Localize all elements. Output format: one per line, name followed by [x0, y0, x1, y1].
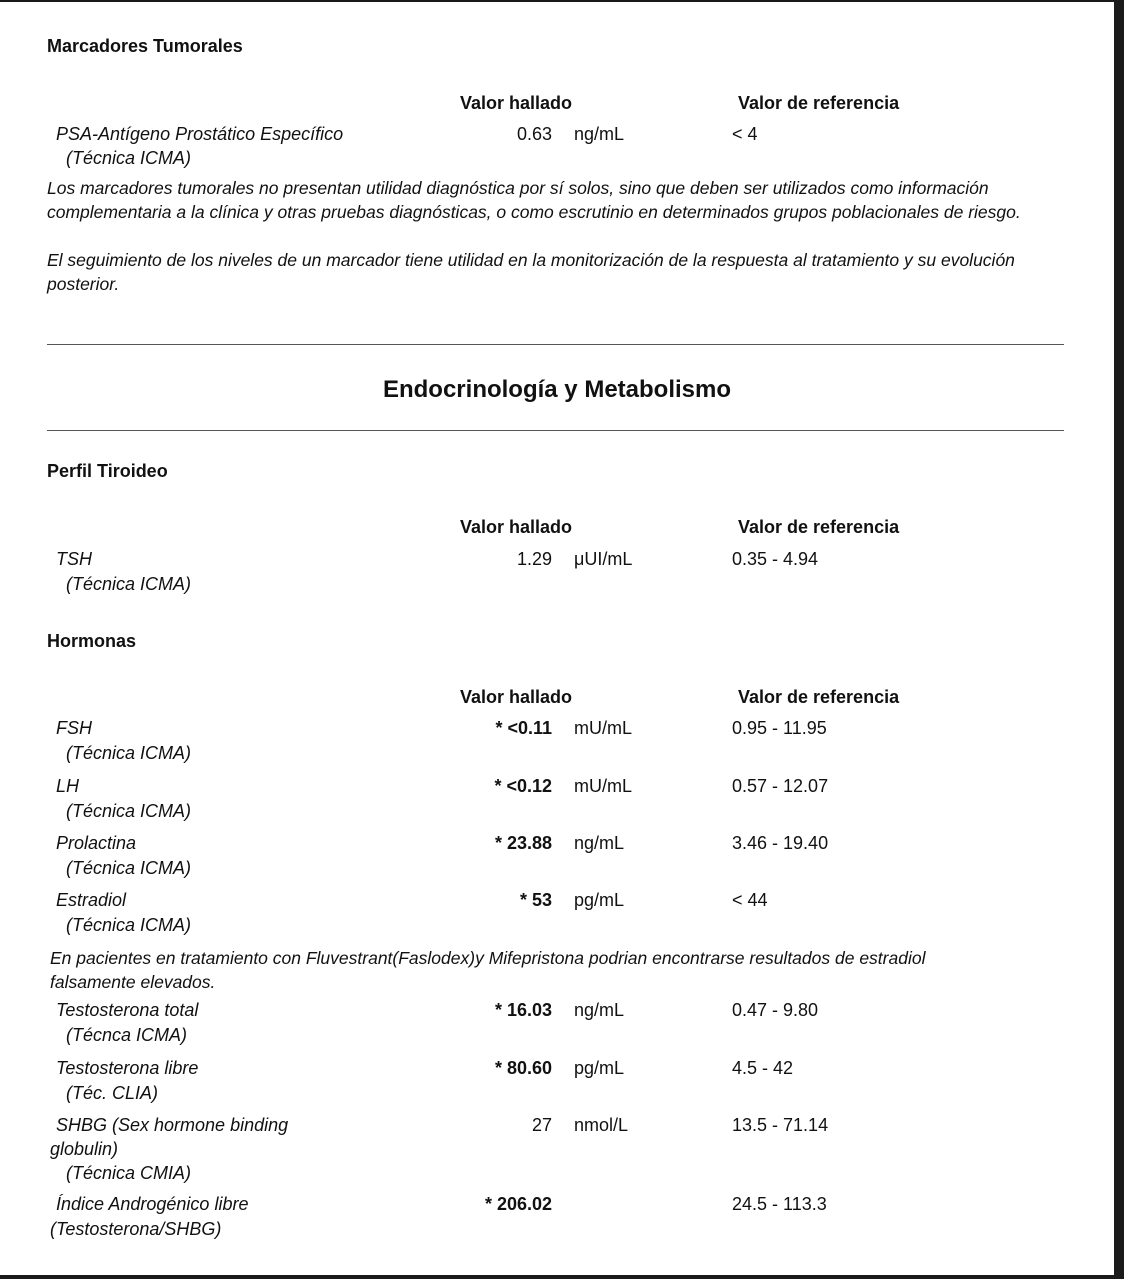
test-ref-lh: 0.57 - 12.07: [732, 776, 829, 796]
test-name-testosterone-free: Testosterona libre: [56, 1058, 199, 1078]
test-name-fsh: FSH: [56, 718, 92, 738]
test-name-psa: PSA-Antígeno Prostático Específico: [56, 124, 344, 144]
test-technique-prolactin: (Técnica ICMA): [66, 858, 192, 878]
test-value-testosterone-total: * 16.03: [494, 1000, 552, 1020]
divider-top: [47, 344, 1064, 345]
col-header-reference: Valor de referencia: [738, 517, 900, 537]
test-technique-fsh: (Técnica ICMA): [66, 743, 192, 763]
test-value-fsh: * <0.11: [495, 718, 552, 738]
test-value-psa: 0.63: [516, 124, 552, 144]
test-value-fai: * 206.02: [484, 1194, 552, 1214]
test-unit-testosterone-free: pg/mL: [574, 1058, 625, 1078]
test-ref-prolactin: 3.46 - 19.40: [732, 833, 829, 853]
test-unit-estradiol: pg/mL: [574, 890, 625, 910]
test-ref-shbg: 13.5 - 71.14: [732, 1115, 829, 1135]
test-technique-shbg: (Técnica CMIA): [66, 1163, 192, 1183]
test-ref-estradiol: < 44: [732, 890, 768, 910]
test-unit-testosterone-total: ng/mL: [574, 1000, 625, 1020]
test-name-testosterone-total: Testosterona total: [56, 1000, 199, 1020]
test-name-fai: Índice Androgénico libre: [56, 1194, 249, 1214]
test-unit-fsh: mU/mL: [574, 718, 632, 738]
test-name-lh: LH: [56, 776, 80, 796]
test-value-estradiol: * 53: [519, 890, 552, 910]
lab-report-page: [0, 2, 1114, 1275]
test-ref-testosterone-free: 4.5 - 42: [732, 1058, 794, 1078]
col-header-value: Valor hallado: [460, 93, 573, 113]
divider-bottom: [47, 430, 1064, 431]
test-technique-tsh: (Técnica ICMA): [66, 574, 192, 594]
test-value-lh: * <0.12: [494, 776, 552, 796]
tumor-note-1: Los marcadores tumorales no presentan utilidad diagnóstica por sí solos, sino que deben ser utilizados como información complementaria a la clínica y otras pruebas diagnósticas, o como escrutinio en determinados grupos poblacionales de riesgo.: [47, 178, 1021, 222]
test-unit-prolactin: ng/mL: [574, 833, 625, 853]
test-ref-tsh: 0.35 - 4.94: [732, 549, 819, 569]
test-unit-lh: mU/mL: [574, 776, 632, 796]
col-header-value: Valor hallado: [460, 687, 573, 707]
test-unit-psa: ng/mL: [574, 124, 625, 144]
test-name-shbg: SHBG (Sex hormone binding: [56, 1115, 289, 1135]
test-ref-fai: 24.5 - 113.3: [732, 1194, 827, 1214]
test-ref-testosterone-total: 0.47 - 9.80: [732, 1000, 819, 1020]
test-ref-psa: < 4: [732, 124, 758, 144]
test-technique-fai: (Testosterona/SHBG): [50, 1219, 222, 1239]
test-technique-testosterone-total: (Técnca ICMA): [66, 1025, 188, 1045]
test-value-tsh: 1.29: [516, 549, 552, 569]
test-value-prolactin: * 23.88: [494, 833, 552, 853]
section-title-thyroid: Perfil Tiroideo: [47, 461, 168, 481]
col-header-reference: Valor de referencia: [738, 687, 900, 707]
col-header-value: Valor hallado: [460, 517, 573, 537]
test-unit-shbg: nmol/L: [574, 1115, 629, 1135]
test-name-tsh: TSH: [56, 549, 92, 569]
test-technique-psa: (Técnica ICMA): [66, 148, 192, 168]
test-ref-fsh: 0.95 - 11.95: [732, 718, 827, 738]
col-header-reference: Valor de referencia: [738, 93, 900, 113]
test-technique-testosterone-free: (Téc. CLIA): [66, 1083, 159, 1103]
test-name-prolactin: Prolactina: [56, 833, 137, 853]
test-value-shbg: 27: [531, 1115, 552, 1135]
section-title-tumor-markers: Marcadores Tumorales: [47, 36, 243, 56]
test-technique-lh: (Técnica ICMA): [66, 801, 192, 821]
test-value-testosterone-free: * 80.60: [494, 1058, 552, 1078]
test-technique-estradiol: (Técnica ICMA): [66, 915, 192, 935]
tumor-note-2: El seguimiento de los niveles de un marcador tiene utilidad en la monitorización de la respuesta al tratamiento y su evolución posterior.: [47, 250, 1015, 294]
estradiol-note: En pacientes en tratamiento con Fluvestrant(Faslodex)y Mifepristona podrian encontrarse resultados de estradiol falsamente elevados.: [50, 948, 926, 992]
test-unit-tsh: μUI/mL: [574, 549, 633, 569]
test-name-estradiol: Estradiol: [56, 890, 127, 910]
test-name-shbg-cont: globulin): [50, 1139, 119, 1159]
page-title-endocrinology: Endocrinología y Metabolismo: [382, 376, 732, 403]
section-title-hormones: Hormonas: [47, 631, 137, 651]
